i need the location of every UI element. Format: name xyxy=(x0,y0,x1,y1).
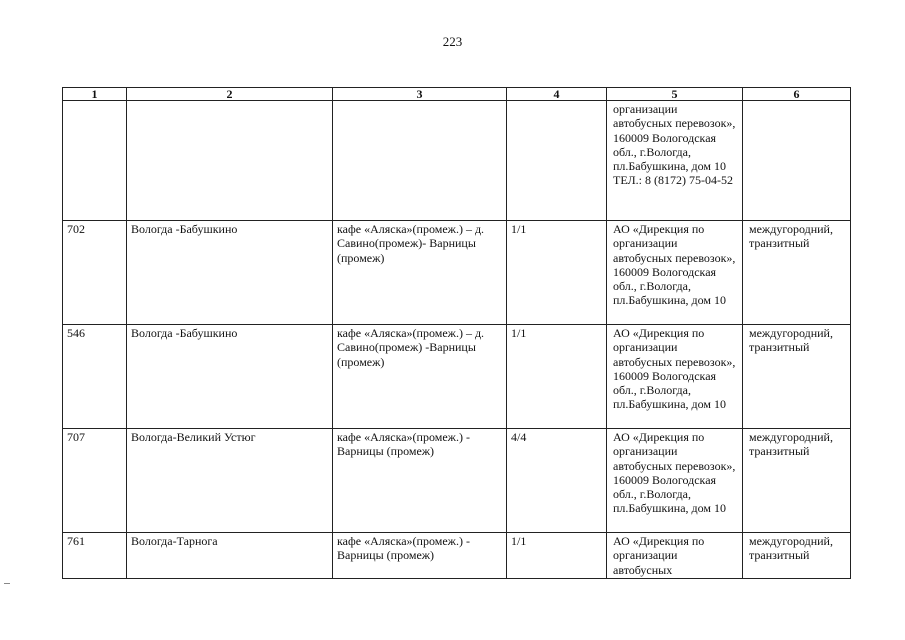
cell-count: 1/1 xyxy=(507,533,607,579)
cell-stops xyxy=(333,101,507,221)
cell-carrier: организации автобусных перевозок», 160009 Вологодская обл., г.Вологда, пл.Бабушкина, дом 10 ТЕЛ.: 8 (8172) 75-04-52 xyxy=(607,101,743,221)
cell-type: междугородний, транзитный xyxy=(743,429,851,533)
cell-carrier xyxy=(607,429,743,533)
table-row xyxy=(63,221,851,325)
cell-count: 1/1 xyxy=(507,325,607,429)
column-header: 1 xyxy=(63,88,127,101)
table-row xyxy=(63,325,851,429)
cell-num: 702 xyxy=(63,221,127,325)
carrier-text: АО «Дирекция по организации автобусных xyxy=(613,534,705,577)
cell-type xyxy=(743,101,851,221)
column-header: 2 xyxy=(127,88,333,101)
cell-count: 1/1 xyxy=(507,221,607,325)
cell-route: Вологда -Бабушкино xyxy=(127,325,333,429)
cell-route xyxy=(127,101,333,221)
carrier-text: АО «Дирекция по организации автобусных перевозок», 160009 Вологодская обл., г.Вологда, пл.Бабушкина, дом 10 xyxy=(613,222,736,308)
column-header: 3 xyxy=(333,88,507,101)
table-row-continuation xyxy=(63,101,851,221)
cell-num: 707 xyxy=(63,429,127,533)
cell-type: междугородний, транзитный xyxy=(743,533,851,579)
column-header: 6 xyxy=(743,88,851,101)
carrier-text: АО «Дирекция по организации автобусных перевозок», 160009 Вологодская обл., г.Вологда, пл.Бабушкина, дом 10 xyxy=(613,326,736,412)
table-row xyxy=(63,429,851,533)
cell-carrier xyxy=(607,325,743,429)
table-row xyxy=(63,533,851,579)
cell-stops: кафе «Аляска»(промеж.) – д. Савино(промеж) -Варницы (промеж) xyxy=(333,325,507,429)
cell-type: междугородний, транзитный xyxy=(743,325,851,429)
cell-stops: кафе «Аляска»(промеж.) – д. Савино(промеж)- Варницы (промеж) xyxy=(333,221,507,325)
cell-type: междугородний, транзитный xyxy=(743,221,851,325)
cell-route: Вологда-Тарнога xyxy=(127,533,333,579)
cell-stops: кафе «Аляска»(промеж.) - Варницы (промеж) xyxy=(333,429,507,533)
cell-num xyxy=(63,101,127,221)
margin-mark xyxy=(4,583,10,584)
page-number: 223 xyxy=(442,34,463,49)
cell-stops: кафе «Аляска»(промеж.) - Варницы (промеж) xyxy=(333,533,507,579)
cell-num: 546 xyxy=(63,325,127,429)
cell-carrier xyxy=(607,533,743,579)
cell-count xyxy=(507,101,607,221)
routes-table xyxy=(62,87,851,579)
cell-carrier xyxy=(607,221,743,325)
carrier-text: АО «Дирекция по организации автобусных перевозок», 160009 Вологодская обл., г.Вологда, пл.Бабушкина, дом 10 xyxy=(613,430,736,516)
cell-route: Вологда-Великий Устюг xyxy=(127,429,333,533)
table-header-row xyxy=(63,88,851,101)
column-header: 5 xyxy=(607,88,743,101)
cell-count: 4/4 xyxy=(507,429,607,533)
column-header: 4 xyxy=(507,88,607,101)
cell-route: Вологда -Бабушкино xyxy=(127,221,333,325)
cell-num: 761 xyxy=(63,533,127,579)
